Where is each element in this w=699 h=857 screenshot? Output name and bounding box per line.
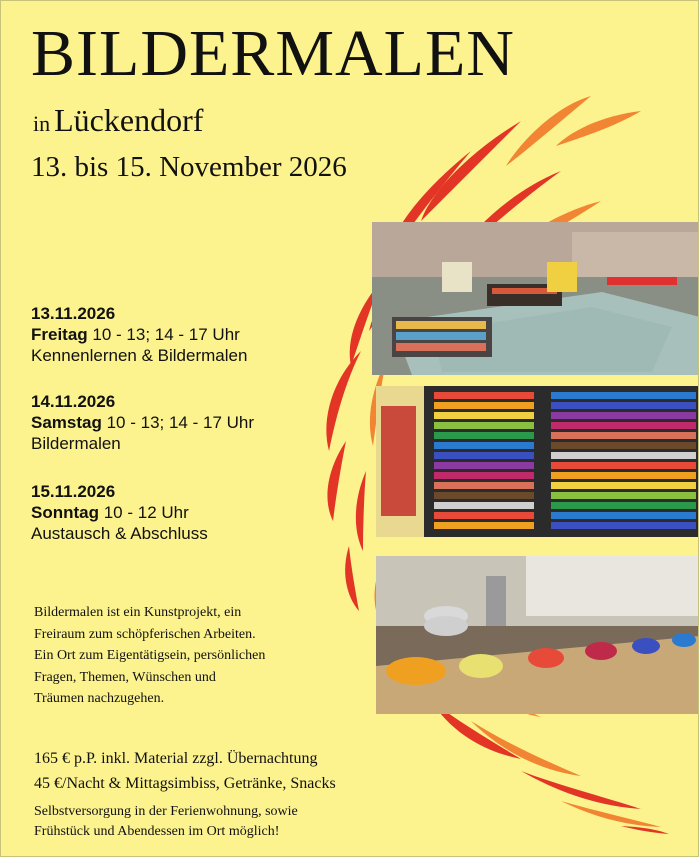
location-line [33,104,203,136]
location-name: Lückendorf [54,102,204,138]
painting-table-photo [372,222,699,375]
description-line: Freiraum zum schöpferischen Arbeiten. [34,626,256,642]
location-prefix: in [33,111,51,136]
description-line: Träumen nachzugehen. [34,691,165,706]
day-times: 10 - 13; 14 - 17 Uhr [101,413,255,432]
schedule-day-2 [31,391,254,454]
price-line-2: 45 €/Nacht & Mittagsimbiss, Getränke, Snacks [34,775,336,792]
schedule-day-1 [31,303,247,366]
day-date: 14.11.2026 [31,392,116,411]
paint-bowls-photo [376,556,699,714]
day-activity: Austausch & Abschluss [31,524,208,543]
day-activity: Kennenlernen & Bildermalen [31,346,248,365]
day-activity: Bildermalen [31,434,121,453]
day-times: 10 - 13; 14 - 17 Uhr [87,325,240,344]
description-text [34,602,334,710]
page-title: BILDERMALEN [31,17,515,90]
day-date: 13.11.2026 [31,304,116,323]
note-line: Selbstversorgung in der Ferienwohnung, sowie [34,804,298,819]
event-dates: 13. bis 15. November 2026 [31,151,347,183]
day-weekday: Freitag [31,325,88,344]
colored-pencils-photo [376,386,699,537]
schedule-day-3 [31,481,208,544]
day-weekday: Sonntag [31,503,99,522]
day-times: 10 - 12 Uhr [99,503,189,522]
accommodation-note [34,802,298,842]
price-line-1: 165 € p.P. inkl. Material zzgl. Übernachtung [34,750,318,767]
note-line: Frühstück und Abendessen im Ort möglich! [34,824,280,839]
description-line: Bildermalen ist ein Kunstprojekt, ein [34,605,242,620]
description-line: Ein Ort zum Eigentätigsein, persönlichen [34,648,266,663]
day-date: 15.11.2026 [31,482,116,501]
description-line: Fragen, Themen, Wünschen und [34,669,216,685]
day-weekday: Samstag [31,413,102,432]
